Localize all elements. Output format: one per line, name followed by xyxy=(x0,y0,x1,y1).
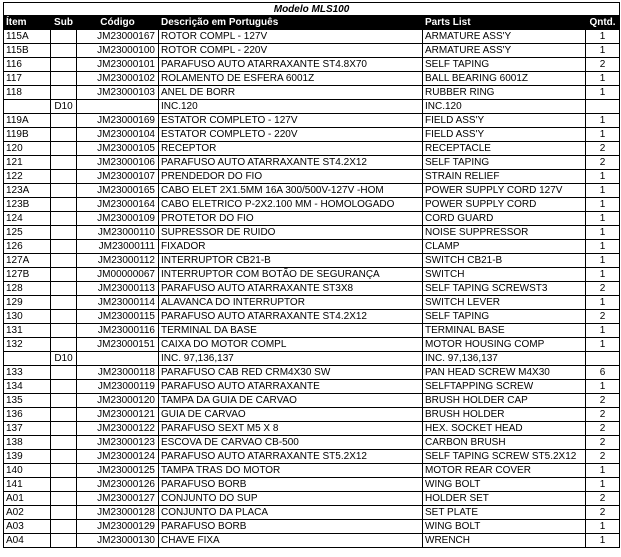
cell-description: TERMINAL DA BASE xyxy=(159,324,423,338)
cell-item: 117 xyxy=(4,72,51,86)
cell-sub xyxy=(51,226,77,240)
cell-description: INTERRUPTOR CB21-B xyxy=(159,254,423,268)
table-row xyxy=(4,338,620,352)
cell-sub xyxy=(51,198,77,212)
cell-quantity: 2 xyxy=(586,408,620,422)
cell-code xyxy=(77,352,159,366)
cell-quantity: 2 xyxy=(586,436,620,450)
cell-item: 125 xyxy=(4,226,51,240)
cell-parts-list: NOISE SUPPRESSOR xyxy=(423,226,586,240)
cell-parts-list: POWER SUPPLY CORD xyxy=(423,198,586,212)
cell-quantity: 1 xyxy=(586,324,620,338)
cell-quantity: 1 xyxy=(586,296,620,310)
cell-code: JM23000130 xyxy=(77,534,159,548)
cell-sub xyxy=(51,240,77,254)
cell-item: 139 xyxy=(4,450,51,464)
cell-description: INTERRUPTOR COM BOTÃO DE SEGURANÇA xyxy=(159,268,423,282)
cell-parts-list: RUBBER RING xyxy=(423,86,586,100)
table-row xyxy=(4,254,620,268)
cell-parts-list: SWITCH xyxy=(423,268,586,282)
cell-description: INC.120 xyxy=(159,100,423,114)
cell-code: JM23000109 xyxy=(77,212,159,226)
cell-parts-list: BRUSH HOLDER CAP xyxy=(423,394,586,408)
table-row xyxy=(4,240,620,254)
cell-description: ROTOR COMPL - 127V xyxy=(159,30,423,44)
cell-description: INC. 97,136,137 xyxy=(159,352,423,366)
cell-item: 134 xyxy=(4,380,51,394)
cell-parts-list: MOTOR HOUSING COMP xyxy=(423,338,586,352)
cell-sub xyxy=(51,506,77,520)
cell-sub xyxy=(51,72,77,86)
table-row xyxy=(4,394,620,408)
table-row xyxy=(4,128,620,142)
cell-sub xyxy=(51,184,77,198)
cell-sub xyxy=(51,366,77,380)
cell-description: ROTOR COMPL - 220V xyxy=(159,44,423,58)
cell-item: 132 xyxy=(4,338,51,352)
cell-item: A04 xyxy=(4,534,51,548)
cell-item: 121 xyxy=(4,156,51,170)
cell-sub xyxy=(51,492,77,506)
table-row xyxy=(4,72,620,86)
cell-description: CABO ELET 2X1.5MM 16A 300/500V-127V -HOM xyxy=(159,184,423,198)
cell-quantity: 1 xyxy=(586,128,620,142)
cell-item: 118 xyxy=(4,86,51,100)
cell-description: PARAFUSO AUTO ATARRAXANTE ST5.2X12 xyxy=(159,450,423,464)
cell-description: TAMPA TRAS DO MOTOR xyxy=(159,464,423,478)
cell-description: PARAFUSO AUTO ATARRAXANTE ST4.8X70 xyxy=(159,58,423,72)
header-description: Descrição em Português xyxy=(159,16,423,30)
cell-quantity: 1 xyxy=(586,254,620,268)
cell-item: 131 xyxy=(4,324,51,338)
table-row xyxy=(4,30,620,44)
table-row xyxy=(4,422,620,436)
model-title: Modelo MLS100 xyxy=(4,3,620,16)
cell-code: JM23000101 xyxy=(77,58,159,72)
cell-quantity: 1 xyxy=(586,338,620,352)
cell-item: 133 xyxy=(4,366,51,380)
cell-sub xyxy=(51,324,77,338)
cell-item: 123B xyxy=(4,198,51,212)
cell-item: A02 xyxy=(4,506,51,520)
cell-sub xyxy=(51,142,77,156)
cell-parts-list: FIELD ASS'Y xyxy=(423,128,586,142)
cell-parts-list: CORD GUARD xyxy=(423,212,586,226)
cell-item: 136 xyxy=(4,408,51,422)
cell-description: CAIXA DO MOTOR COMPL xyxy=(159,338,423,352)
table-row xyxy=(4,534,620,548)
cell-code: JM23000113 xyxy=(77,282,159,296)
parts-table xyxy=(3,2,620,548)
table-row xyxy=(4,478,620,492)
cell-parts-list: WRENCH xyxy=(423,534,586,548)
cell-quantity: 1 xyxy=(586,44,620,58)
cell-code: JM23000128 xyxy=(77,506,159,520)
cell-item: 137 xyxy=(4,422,51,436)
cell-parts-list: STRAIN RELIEF xyxy=(423,170,586,184)
cell-description: ESTATOR COMPLETO - 127V xyxy=(159,114,423,128)
cell-code: JM23000110 xyxy=(77,226,159,240)
cell-code: JM23000107 xyxy=(77,170,159,184)
table-row xyxy=(4,142,620,156)
cell-code: JM23000151 xyxy=(77,338,159,352)
table-row xyxy=(4,114,620,128)
cell-code: JM23000106 xyxy=(77,156,159,170)
cell-description: PARAFUSO CAB RED CRM4X30 SW xyxy=(159,366,423,380)
cell-sub xyxy=(51,282,77,296)
cell-sub xyxy=(51,296,77,310)
table-row xyxy=(4,58,620,72)
cell-sub xyxy=(51,30,77,44)
cell-quantity: 2 xyxy=(586,310,620,324)
cell-item: 115B xyxy=(4,44,51,58)
header-item: Ítem xyxy=(4,16,51,30)
cell-quantity: 1 xyxy=(586,86,620,100)
table-row xyxy=(4,310,620,324)
cell-description: PRENDEDOR DO FIO xyxy=(159,170,423,184)
cell-code: JM23000102 xyxy=(77,72,159,86)
cell-parts-list: SELFTAPPING SCREW xyxy=(423,380,586,394)
cell-sub xyxy=(51,408,77,422)
cell-parts-list: SWITCH CB21-B xyxy=(423,254,586,268)
cell-quantity: 1 xyxy=(586,268,620,282)
cell-item: 129 xyxy=(4,296,51,310)
cell-quantity: 2 xyxy=(586,394,620,408)
cell-item: 127B xyxy=(4,268,51,282)
cell-code: JM23000129 xyxy=(77,520,159,534)
cell-description: PARAFUSO AUTO ATARRAXANTE ST4.2X12 xyxy=(159,310,423,324)
table-row xyxy=(4,450,620,464)
cell-code: JM23000165 xyxy=(77,184,159,198)
cell-item: 138 xyxy=(4,436,51,450)
cell-quantity xyxy=(586,352,620,366)
cell-code: JM23000111 xyxy=(77,240,159,254)
cell-sub xyxy=(51,380,77,394)
cell-sub xyxy=(51,268,77,282)
cell-sub xyxy=(51,394,77,408)
cell-item: 124 xyxy=(4,212,51,226)
table-row xyxy=(4,170,620,184)
cell-item: A01 xyxy=(4,492,51,506)
cell-description: ROLAMENTO DE ESFERA 6001Z xyxy=(159,72,423,86)
table-row xyxy=(4,198,620,212)
table-row xyxy=(4,226,620,240)
table-row xyxy=(4,100,620,114)
cell-description: ANEL DE BORR xyxy=(159,86,423,100)
cell-parts-list: INC.120 xyxy=(423,100,586,114)
cell-description: PARAFUSO BORB xyxy=(159,478,423,492)
header-row xyxy=(4,16,620,30)
cell-code: JM23000116 xyxy=(77,324,159,338)
header-sub: Sub xyxy=(51,16,77,30)
cell-code: JM23000118 xyxy=(77,366,159,380)
cell-item: 120 xyxy=(4,142,51,156)
table-row xyxy=(4,86,620,100)
cell-item: 141 xyxy=(4,478,51,492)
cell-sub xyxy=(51,156,77,170)
cell-description: GUIA DE CARVAO xyxy=(159,408,423,422)
cell-quantity: 2 xyxy=(586,422,620,436)
cell-item: 116 xyxy=(4,58,51,72)
cell-code: JM23000104 xyxy=(77,128,159,142)
table-row xyxy=(4,366,620,380)
cell-parts-list: TERMINAL BASE xyxy=(423,324,586,338)
cell-sub xyxy=(51,44,77,58)
cell-description: CONJUNTO DA PLACA xyxy=(159,506,423,520)
cell-code: JM23000167 xyxy=(77,30,159,44)
cell-parts-list: BRUSH HOLDER xyxy=(423,408,586,422)
cell-quantity: 1 xyxy=(586,30,620,44)
cell-code: JM23000127 xyxy=(77,492,159,506)
cell-item: A03 xyxy=(4,520,51,534)
cell-sub xyxy=(51,114,77,128)
cell-parts-list: SWITCH LEVER xyxy=(423,296,586,310)
cell-code xyxy=(77,100,159,114)
cell-item: 128 xyxy=(4,282,51,296)
table-body xyxy=(4,30,620,548)
cell-code: JM23000169 xyxy=(77,114,159,128)
cell-sub xyxy=(51,534,77,548)
table-row xyxy=(4,282,620,296)
cell-description: PARAFUSO AUTO ATARRAXANTE ST4.2X12 xyxy=(159,156,423,170)
cell-description: ESCOVA DE CARVAO CB-500 xyxy=(159,436,423,450)
cell-quantity: 1 xyxy=(586,212,620,226)
table-row xyxy=(4,296,620,310)
cell-item: 115A xyxy=(4,30,51,44)
cell-parts-list: WING BOLT xyxy=(423,520,586,534)
cell-parts-list: CARBON BRUSH xyxy=(423,436,586,450)
cell-description: CONJUNTO DO SUP xyxy=(159,492,423,506)
cell-sub: D10 xyxy=(51,100,77,114)
cell-item: 130 xyxy=(4,310,51,324)
cell-code: JM23000119 xyxy=(77,380,159,394)
cell-sub: D10 xyxy=(51,352,77,366)
cell-quantity: 2 xyxy=(586,282,620,296)
cell-parts-list: ARMATURE ASS'Y xyxy=(423,30,586,44)
cell-item: 119B xyxy=(4,128,51,142)
cell-code: JM23000103 xyxy=(77,86,159,100)
cell-code: JM23000115 xyxy=(77,310,159,324)
cell-quantity: 1 xyxy=(586,184,620,198)
cell-quantity: 2 xyxy=(586,142,620,156)
title-row xyxy=(4,3,620,16)
table-row xyxy=(4,380,620,394)
cell-sub xyxy=(51,86,77,100)
table-row xyxy=(4,408,620,422)
cell-code: JM23000112 xyxy=(77,254,159,268)
cell-description: CABO ELETRICO P-2X2.100 MM - HOMOLOGADO xyxy=(159,198,423,212)
cell-quantity: 1 xyxy=(586,380,620,394)
cell-code: JM23000122 xyxy=(77,422,159,436)
cell-item xyxy=(4,352,51,366)
cell-sub xyxy=(51,310,77,324)
cell-parts-list: HOLDER SET xyxy=(423,492,586,506)
table-row xyxy=(4,44,620,58)
cell-code: JM00000067 xyxy=(77,268,159,282)
cell-quantity: 1 xyxy=(586,114,620,128)
cell-sub xyxy=(51,212,77,226)
cell-code: JM23000121 xyxy=(77,408,159,422)
cell-code: JM23000126 xyxy=(77,478,159,492)
cell-sub xyxy=(51,128,77,142)
cell-parts-list: RECEPTACLE xyxy=(423,142,586,156)
cell-quantity: 2 xyxy=(586,450,620,464)
header-parts-list: Parts List xyxy=(423,16,586,30)
table-row xyxy=(4,212,620,226)
table-row xyxy=(4,492,620,506)
cell-parts-list: SELF TAPING xyxy=(423,156,586,170)
cell-description: PARAFUSO BORB xyxy=(159,520,423,534)
cell-description: SUPRESSOR DE RUIDO xyxy=(159,226,423,240)
cell-sub xyxy=(51,450,77,464)
cell-quantity: 1 xyxy=(586,240,620,254)
parts-list-sheet xyxy=(3,2,619,548)
cell-description: ESTATOR COMPLETO - 220V xyxy=(159,128,423,142)
cell-parts-list: SELF TAPING xyxy=(423,310,586,324)
cell-quantity: 6 xyxy=(586,366,620,380)
cell-parts-list: SET PLATE xyxy=(423,506,586,520)
cell-description: ALAVANCA DO INTERRUPTOR xyxy=(159,296,423,310)
table-row xyxy=(4,156,620,170)
cell-code: JM23000105 xyxy=(77,142,159,156)
cell-quantity xyxy=(586,100,620,114)
cell-quantity: 1 xyxy=(586,534,620,548)
cell-sub xyxy=(51,170,77,184)
table-row xyxy=(4,436,620,450)
cell-parts-list: INC. 97,136,137 xyxy=(423,352,586,366)
cell-sub xyxy=(51,58,77,72)
cell-parts-list: SELF TAPING xyxy=(423,58,586,72)
cell-parts-list: HEX. SOCKET HEAD xyxy=(423,422,586,436)
cell-sub xyxy=(51,422,77,436)
cell-description: CHAVE FIXA xyxy=(159,534,423,548)
table-row xyxy=(4,324,620,338)
cell-quantity: 2 xyxy=(586,156,620,170)
cell-quantity: 1 xyxy=(586,520,620,534)
cell-code: JM23000100 xyxy=(77,44,159,58)
cell-code: JM23000120 xyxy=(77,394,159,408)
cell-parts-list: CLAMP xyxy=(423,240,586,254)
cell-parts-list: POWER SUPPLY CORD 127V xyxy=(423,184,586,198)
cell-sub xyxy=(51,464,77,478)
cell-item: 127A xyxy=(4,254,51,268)
cell-parts-list: ARMATURE ASS'Y xyxy=(423,44,586,58)
cell-code: JM23000164 xyxy=(77,198,159,212)
cell-description: TAMPA DA GUIA DE CARVAO xyxy=(159,394,423,408)
cell-parts-list: BALL BEARING 6001Z xyxy=(423,72,586,86)
cell-quantity: 2 xyxy=(586,492,620,506)
cell-item: 122 xyxy=(4,170,51,184)
table-row xyxy=(4,464,620,478)
cell-parts-list: WING BOLT xyxy=(423,478,586,492)
cell-sub xyxy=(51,436,77,450)
cell-description: PARAFUSO AUTO ATARRAXANTE ST3X8 xyxy=(159,282,423,296)
table-row xyxy=(4,352,620,366)
cell-description: PARAFUSO AUTO ATARRAXANTE xyxy=(159,380,423,394)
cell-code: JM23000123 xyxy=(77,436,159,450)
cell-description: FIXADOR xyxy=(159,240,423,254)
cell-quantity: 1 xyxy=(586,226,620,240)
cell-sub xyxy=(51,478,77,492)
cell-quantity: 1 xyxy=(586,72,620,86)
cell-quantity: 1 xyxy=(586,170,620,184)
header-quantity: Qntd. xyxy=(586,16,620,30)
cell-quantity: 2 xyxy=(586,58,620,72)
cell-item: 123A xyxy=(4,184,51,198)
cell-code: JM23000125 xyxy=(77,464,159,478)
cell-item: 119A xyxy=(4,114,51,128)
cell-description: PARAFUSO SEXT M5 X 8 xyxy=(159,422,423,436)
cell-sub xyxy=(51,520,77,534)
table-row xyxy=(4,184,620,198)
table-row xyxy=(4,506,620,520)
cell-code: JM23000124 xyxy=(77,450,159,464)
cell-quantity: 1 xyxy=(586,464,620,478)
cell-parts-list: SELF TAPING SCREWST3 xyxy=(423,282,586,296)
cell-description: RECEPTOR xyxy=(159,142,423,156)
cell-parts-list: FIELD ASS'Y xyxy=(423,114,586,128)
cell-quantity: 1 xyxy=(586,478,620,492)
table-row xyxy=(4,520,620,534)
cell-code: JM23000114 xyxy=(77,296,159,310)
cell-item: 140 xyxy=(4,464,51,478)
cell-item: 126 xyxy=(4,240,51,254)
cell-item: 135 xyxy=(4,394,51,408)
cell-parts-list: PAN HEAD SCREW M4X30 xyxy=(423,366,586,380)
table-row xyxy=(4,268,620,282)
cell-quantity: 2 xyxy=(586,506,620,520)
header-code: Código xyxy=(77,16,159,30)
cell-sub xyxy=(51,254,77,268)
cell-quantity: 1 xyxy=(586,198,620,212)
cell-parts-list: MOTOR REAR COVER xyxy=(423,464,586,478)
cell-sub xyxy=(51,338,77,352)
cell-item xyxy=(4,100,51,114)
cell-description: PROTETOR DO FIO xyxy=(159,212,423,226)
cell-parts-list: SELF TAPING SCREW ST5.2X12 xyxy=(423,450,586,464)
